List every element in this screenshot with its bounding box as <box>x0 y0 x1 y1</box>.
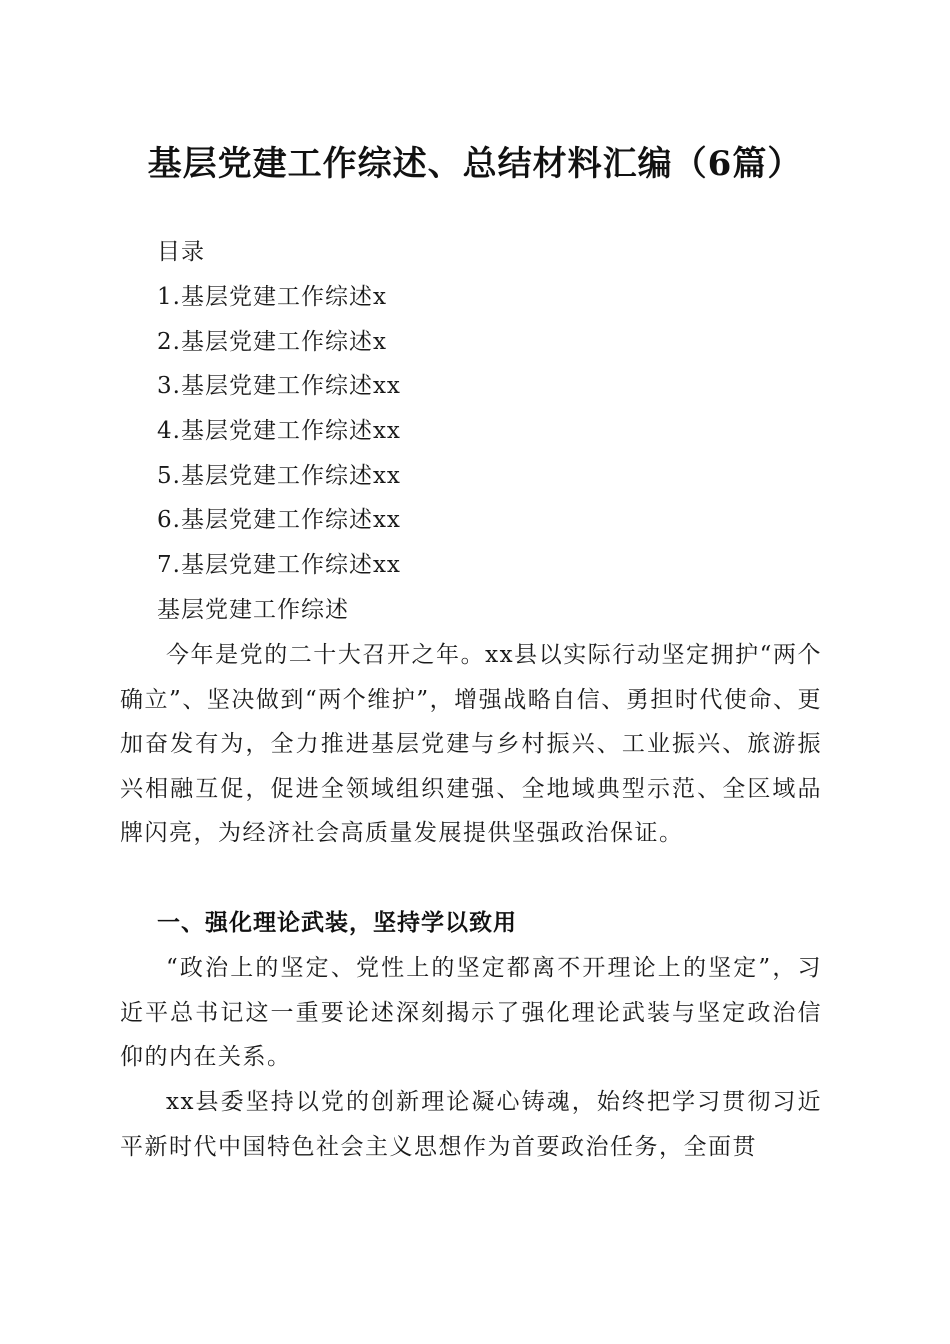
section-heading-1: 一、强化理论武装，坚持学以致用 <box>157 910 517 936</box>
section-title: 基层党建工作综述 <box>157 597 349 623</box>
toc-item-2: 2.基层党建工作综述x <box>157 329 387 355</box>
intro-paragraph: 今年是党的二十大召开之年。xx县以实际行动坚定拥护“两个确立”、坚决做到“两个维护”，增强战略自信、勇担时代使命、更加奋发有为，全力推进基层党建与乡村振兴、工业振兴、旅游振兴相融互促，促进全领域组织建强、全地域典型示范、全区域品牌闪亮，为经济社会高质量发展提供坚强政治保证。 <box>120 642 822 847</box>
toc-item-1: 1.基层党建工作综述x <box>157 284 387 310</box>
document-title: 基层党建工作综述、总结材料汇编（6篇） <box>147 144 803 184</box>
toc-item-7: 7.基层党建工作综述xx <box>157 552 401 578</box>
toc-item-6: 6.基层党建工作综述xx <box>157 507 401 533</box>
toc-label: 目录 <box>157 239 205 265</box>
paragraph-3: xx县委坚持以党的创新理论凝心铸魂，始终把学习贯彻习近平新时代中国特色社会主义思想作为首要政治任务，全面贯 <box>120 1089 822 1160</box>
paragraph-2: “政治上的坚定、党性上的坚定都离不开理论上的坚定”，习近平总书记这一重要论述深刻揭示了强化理论武装与坚定政治信仰的内在关系。 <box>120 955 822 1071</box>
toc-item-5: 5.基层党建工作综述xx <box>157 463 401 489</box>
toc-item-4: 4.基层党建工作综述xx <box>157 418 401 444</box>
toc-item-3: 3.基层党建工作综述xx <box>157 373 401 399</box>
